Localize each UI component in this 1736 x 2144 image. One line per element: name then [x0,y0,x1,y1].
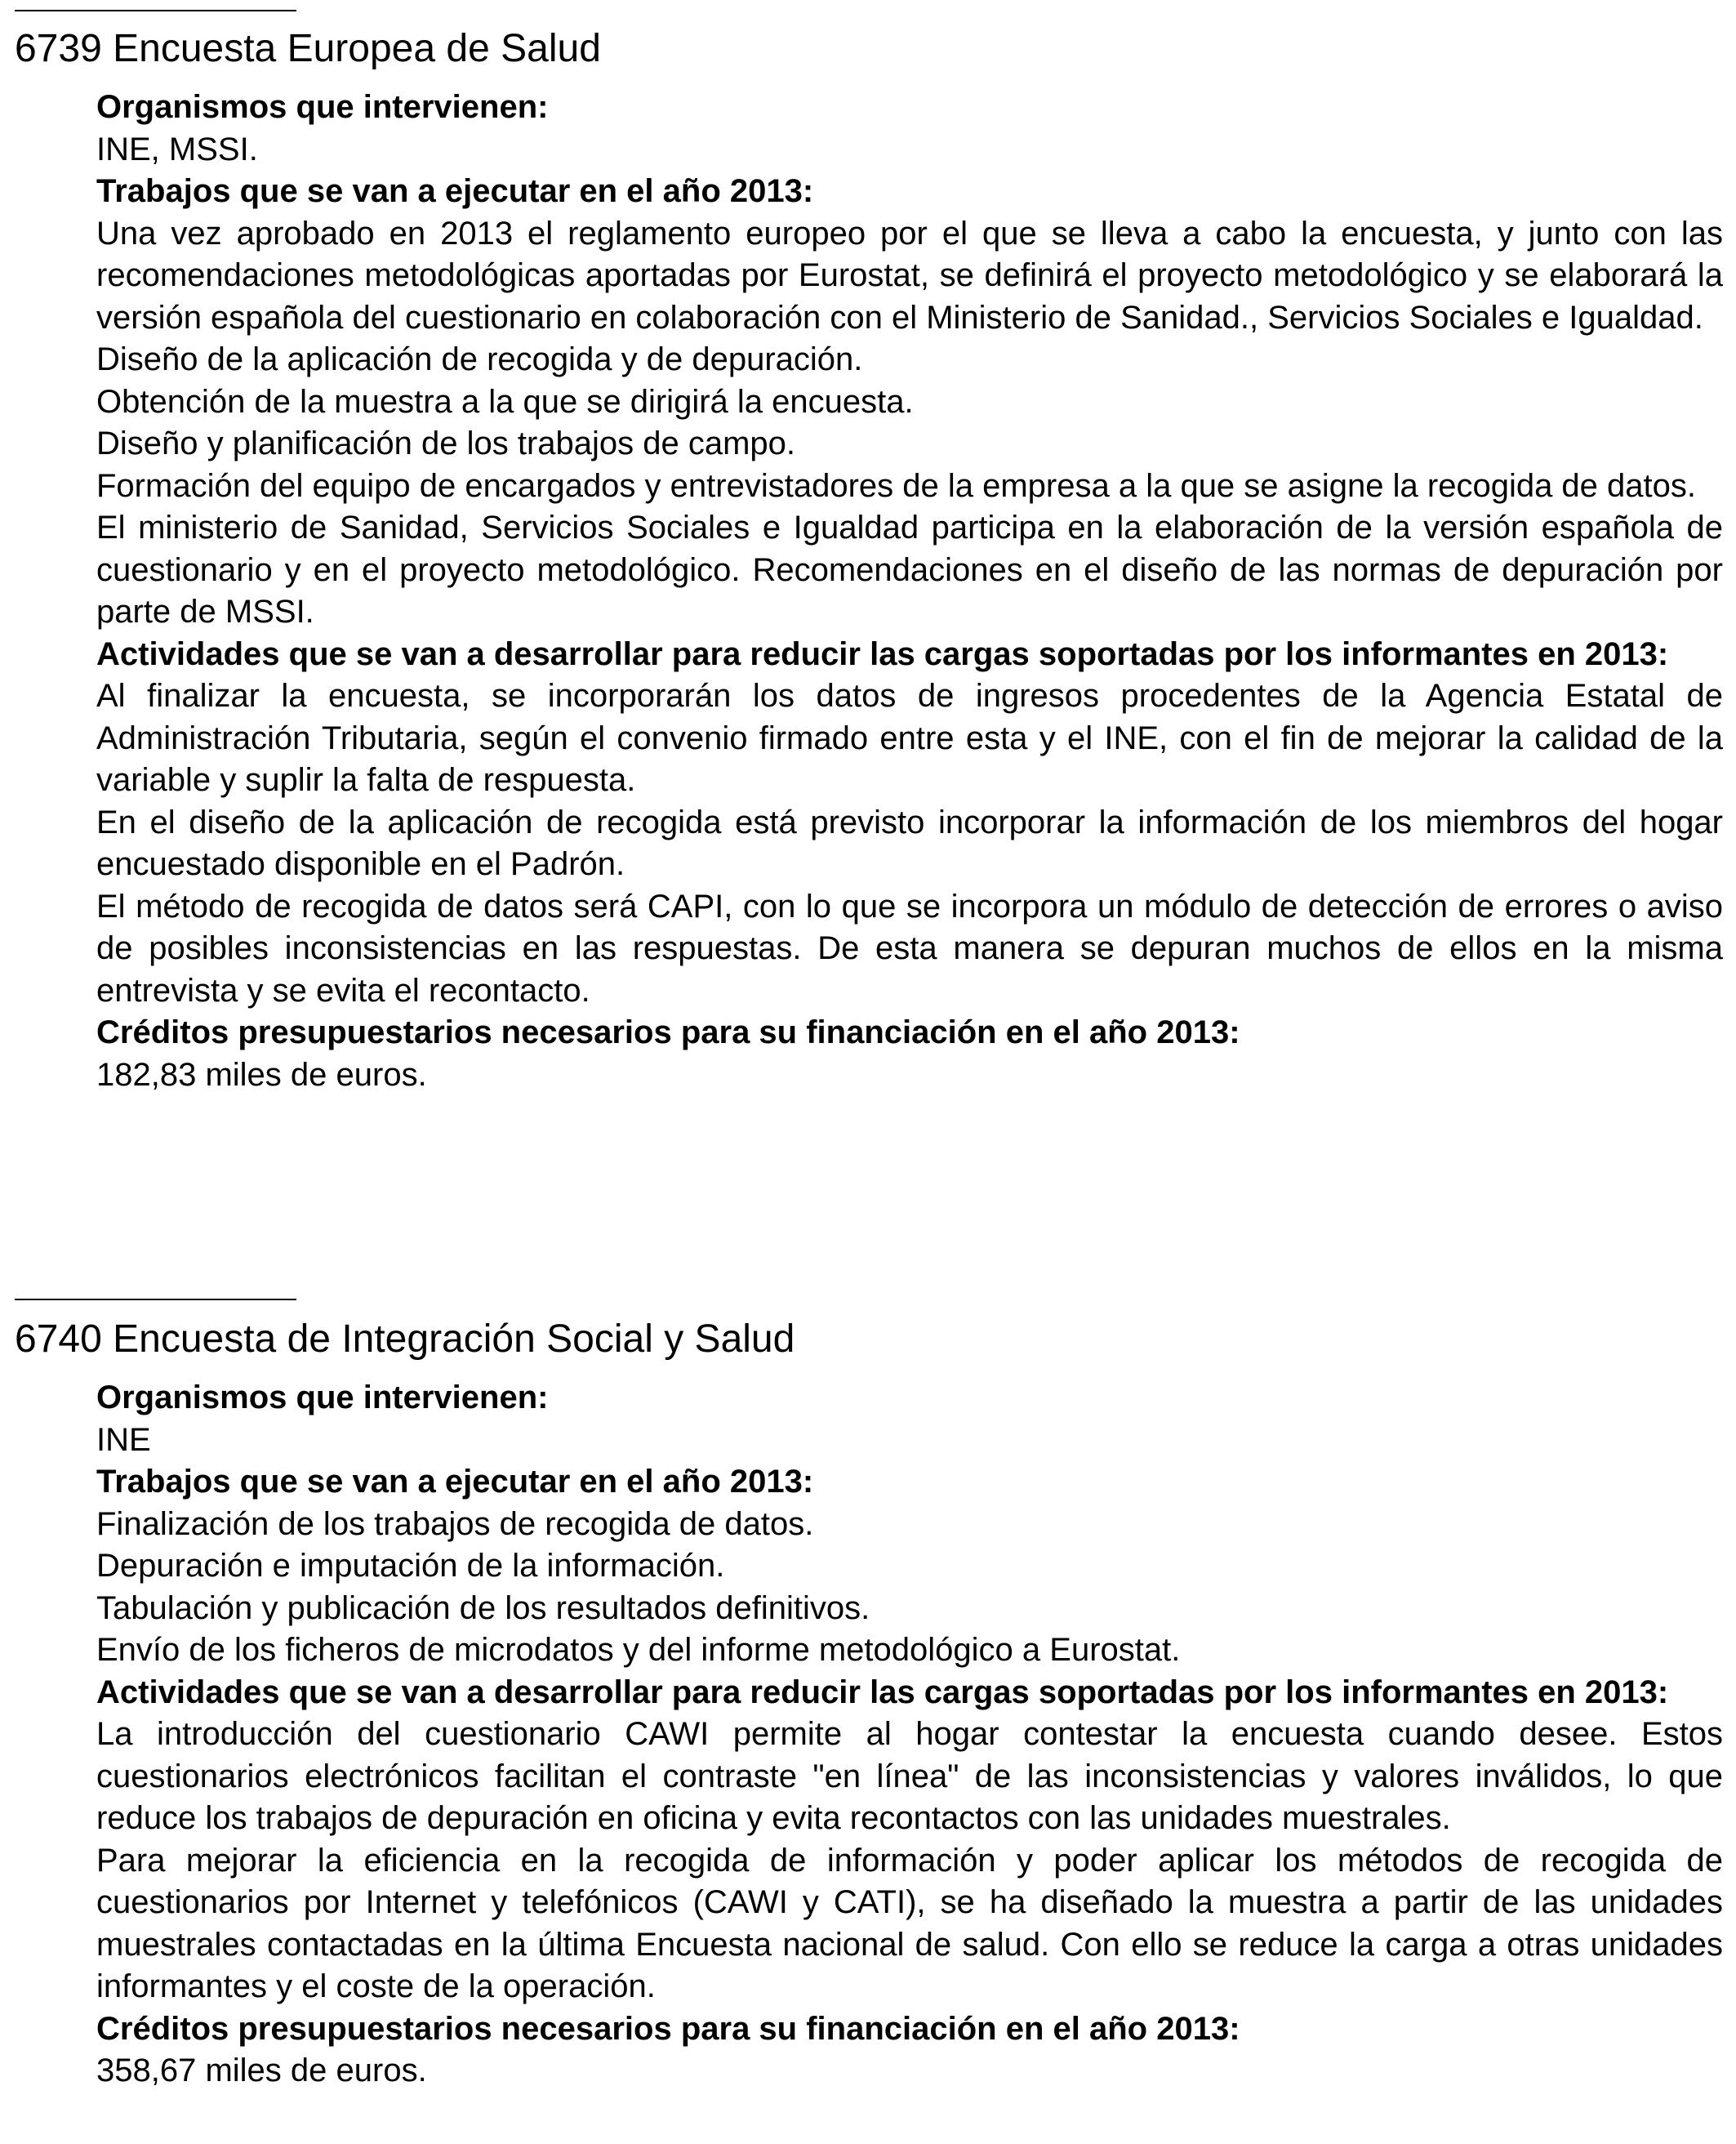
section-title: 6739 Encuesta Europea de Salud [15,27,601,70]
actividades-paragraph: La introducción del cuestionario CAWI permite al hogar contestar la encuesta cuando desee. Estos cuestionarios electrónicos facilitan el contraste "en línea" de las inconsistencias y valores inválidos, lo que reduce los trabajos de depuración en oficina y evita recontactos con las unidades muestrales. [96,1716,1723,1836]
actividades-paragraph: En el diseño de la aplicación de recogida está previsto incorporar la información de los miembros del hogar encuestado disponible en el Padrón. [96,804,1723,882]
organismos-label: Organismos que intervienen: [96,1380,549,1415]
creditos-value: 358,67 miles de euros. [96,2053,427,2088]
organismos-label: Organismos que intervienen: [96,89,549,125]
trabajos-label: Trabajos que se van a ejecutar en el año 2013: [96,173,814,209]
section-title: 6740 Encuesta de Integración Social y Salud [15,1317,795,1361]
trabajos-paragraph: Tabulación y publicación de los resultados definitivos. [96,1589,870,1626]
trabajos-label: Trabajos que se van a ejecutar en el año 2013: [96,1464,814,1500]
creditos-value: 182,83 miles de euros. [96,1056,427,1093]
actividades-paragraph: Al finalizar la encuesta, se incorporarán los datos de ingresos procedentes de la Agencia Estatal de Administración Tributaria, según el convenio firmado entre esta y el INE, con el fin de mejorar la calidad de la variable y suplir la falta de respuesta. [96,678,1723,798]
section-body [96,87,1723,1096]
actividades-label: Actividades que se van a desarrollar para reducir las cargas soportadas por los informantes en 2013: [96,1674,1669,1710]
creditos-label: Créditos presupuestarios necesarios para su financiación en el año 2013: [96,2010,1240,2047]
actividades-paragraph: Para mejorar la eficiencia en la recogida de información y poder aplicar los métodos de recogida de cuestionarios por Internet y telefónicos (CAWI y CATI), se ha diseñado la muestra a partir de las unidades muestrales contactadas en la última Encuesta nacional de salud. Con ello se reduce la carga a otras unidades informantes y el coste de la operación. [96,1842,1723,2004]
actividades-paragraph: El método de recogida de datos será CAPI, con lo que se incorpora un módulo de detección de errores o aviso de posibles inconsistencias en las respuestas. De esta manera se depuran muchos de ellos en la misma entrevista y se evita el recontacto. [96,888,1723,1009]
trabajos-paragraph: Una vez aprobado en 2013 el reglamento europeo por el que se lleva a cabo la encuesta, y junto con las recomendaciones metodológicas aportadas por Eurostat, se definirá el proyecto metodológico y se elaborará la versión española del cuestionario en colaboración con el Ministerio de Sanidad., Servicios Sociales e Igualdad. [96,215,1723,336]
trabajos-paragraph: Obtención de la muestra a la que se dirigirá la encuesta. [96,383,914,420]
section-separator-rule [15,1299,296,1300]
trabajos-paragraph: Diseño y planificación de los trabajos de campo. [96,426,796,461]
section-body [96,1377,1723,2093]
organismos-value: INE [96,1421,151,1458]
trabajos-paragraph: Formación del equipo de encargados y entrevistadores de la empresa a la que se asigne la recogida de datos. [96,467,1697,504]
trabajos-paragraph: Diseño de la aplicación de recogida y de depuración. [96,341,863,377]
trabajos-paragraph: Finalización de los trabajos de recogida de datos. [96,1505,814,1542]
trabajos-paragraph: Depuración e imputación de la información. [96,1548,725,1584]
trabajos-paragraph: El ministerio de Sanidad, Servicios Sociales e Igualdad participa en la elaboración de la versión española de cuestionario y en el proyecto metodológico. Recomendaciones en el diseño de las normas de depuración por parte de MSSI. [96,510,1723,630]
section-separator-rule [15,10,296,11]
trabajos-paragraph: Envío de los ficheros de microdatos y del informe metodológico a Eurostat. [96,1632,1181,1668]
creditos-label: Créditos presupuestarios necesarios para su financiación en el año 2013: [96,1014,1240,1050]
organismos-value: INE, MSSI. [96,131,258,167]
actividades-label: Actividades que se van a desarrollar para reducir las cargas soportadas por los informantes en 2013: [96,635,1669,672]
